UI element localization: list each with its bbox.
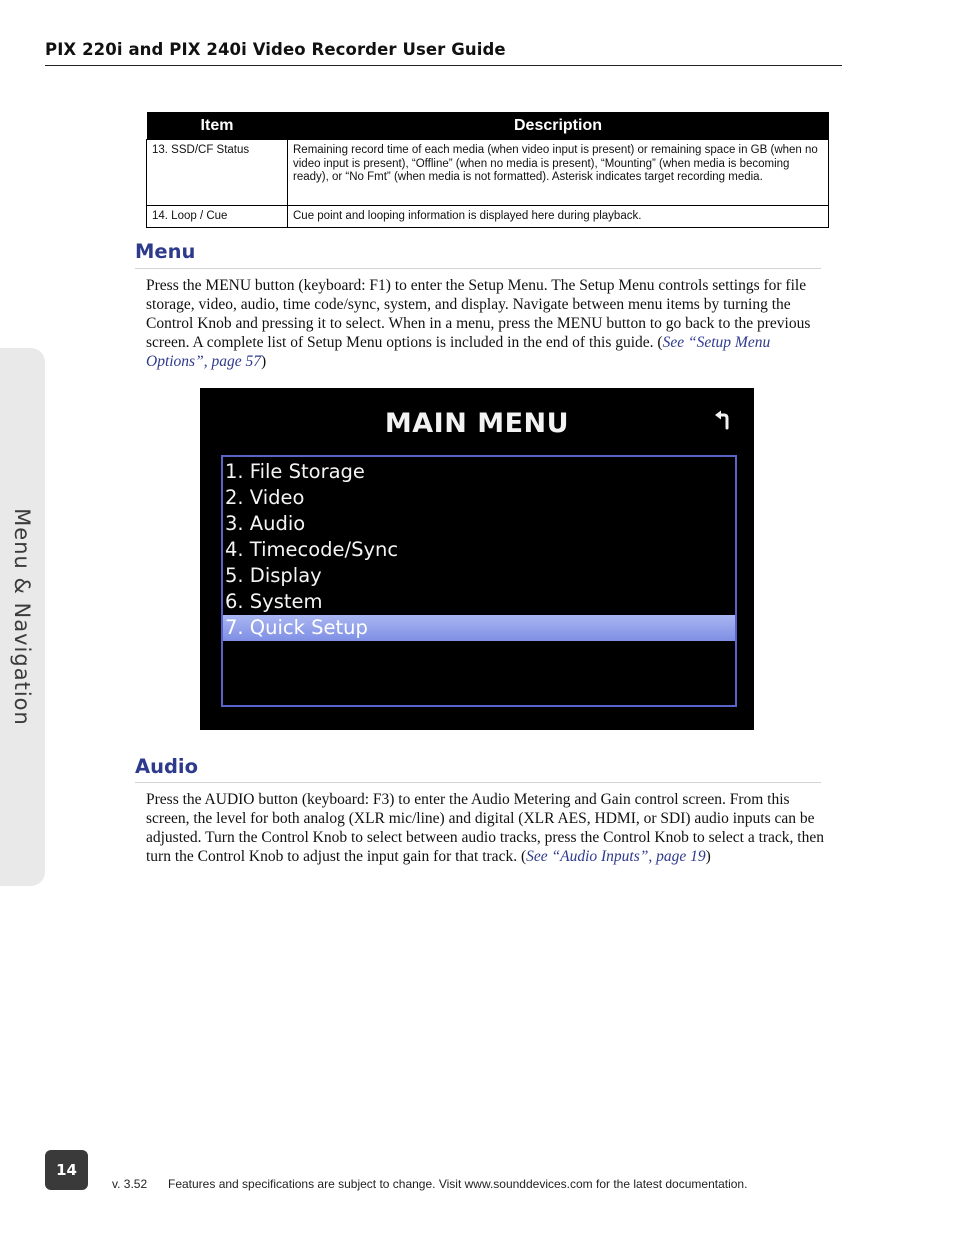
setup-menu-options-link[interactable]: See “Setup Menu Options”, page 57: [146, 334, 771, 370]
menu-item-video[interactable]: 2. Video: [225, 486, 305, 509]
menu-list: [223, 459, 735, 641]
table-cell-item: 14. Loop / Cue: [147, 206, 288, 228]
footer-version: v. 3.52: [112, 1177, 148, 1191]
table-cell-item: 13. SSD/CF Status: [147, 140, 288, 206]
table-cell-description: Cue point and looping information is displayed here during playback.: [288, 206, 829, 228]
column-header-description: Description: [288, 112, 829, 140]
table-header-row: [147, 112, 829, 140]
audio-inputs-link[interactable]: See “Audio Inputs”, page 19: [526, 848, 706, 865]
main-menu-screenshot: [200, 388, 754, 730]
menu-item-audio[interactable]: 3. Audio: [225, 512, 306, 535]
audio-section-heading: Audio: [135, 755, 199, 778]
audio-body-close: ): [705, 848, 711, 865]
screen-title: MAIN MENU: [384, 408, 570, 439]
menu-section-heading: Menu: [135, 240, 196, 263]
footer-note: Features and specifications are subject to change. Visit www.sounddevices.com for the latest documentation.: [168, 1177, 748, 1191]
menu-item-file-storage[interactable]: 1. File Storage: [225, 460, 365, 483]
audio-section-divider: [135, 782, 821, 783]
audio-section-paragraph: [146, 790, 834, 866]
menu-list-box: [221, 455, 737, 707]
audio-body-text: Press the AUDIO button (keyboard: F3) to enter the Audio Metering and Gain control screen. From this screen, the level for both analog (XLR mic/line) and digital (XLR AES, HDMI, or SDI) audio inputs can be adjusted. Turn the Control Knob to select between audio tracks, press the Control Knob to select a track, then turn the Control Knob to adjust the input gain for that track. (: [146, 791, 824, 865]
menu-item-quick-setup[interactable]: 7. Quick Setup: [223, 615, 735, 641]
menu-item-system[interactable]: 6. System: [225, 590, 323, 613]
page-number-badge: 14: [45, 1150, 88, 1190]
side-tab-label: Menu & Navigation: [10, 508, 34, 726]
menu-item-display[interactable]: 5. Display: [225, 564, 322, 587]
menu-body-text: Press the MENU button (keyboard: F1) to enter the Setup Menu. The Setup Menu controls settings for file storage, video, audio, time code/sync, system, and display. Navigate between menu items by turning the Control Knob and pressing it to select. When in a menu, press the MENU button to go back to the previous screen. A complete list of Setup Menu options is included in the end of this guide. (: [146, 277, 811, 351]
item-description-table: [146, 112, 829, 228]
menu-section-divider: [135, 268, 821, 269]
page-header-title: PIX 220i and PIX 240i Video Recorder User Guide: [45, 40, 506, 59]
table-row: [147, 140, 829, 206]
header-divider: [45, 65, 842, 66]
menu-item-timecode-sync[interactable]: 4. Timecode/Sync: [225, 538, 399, 561]
return-arrow-icon: [712, 409, 734, 431]
menu-section-paragraph: [146, 276, 834, 371]
column-header-item: Item: [147, 112, 288, 140]
menu-body-close: ): [260, 353, 267, 370]
table-cell-description: Remaining record time of each media (when video input is present) or remaining space in GB (when no video input is present), “Offline” (when no media is present), “Mounting” (when media is becoming ready), or “No Fmt” (when media is not formatted). Asterisk indicates target recording media.: [288, 140, 829, 206]
table-row: [147, 206, 829, 228]
